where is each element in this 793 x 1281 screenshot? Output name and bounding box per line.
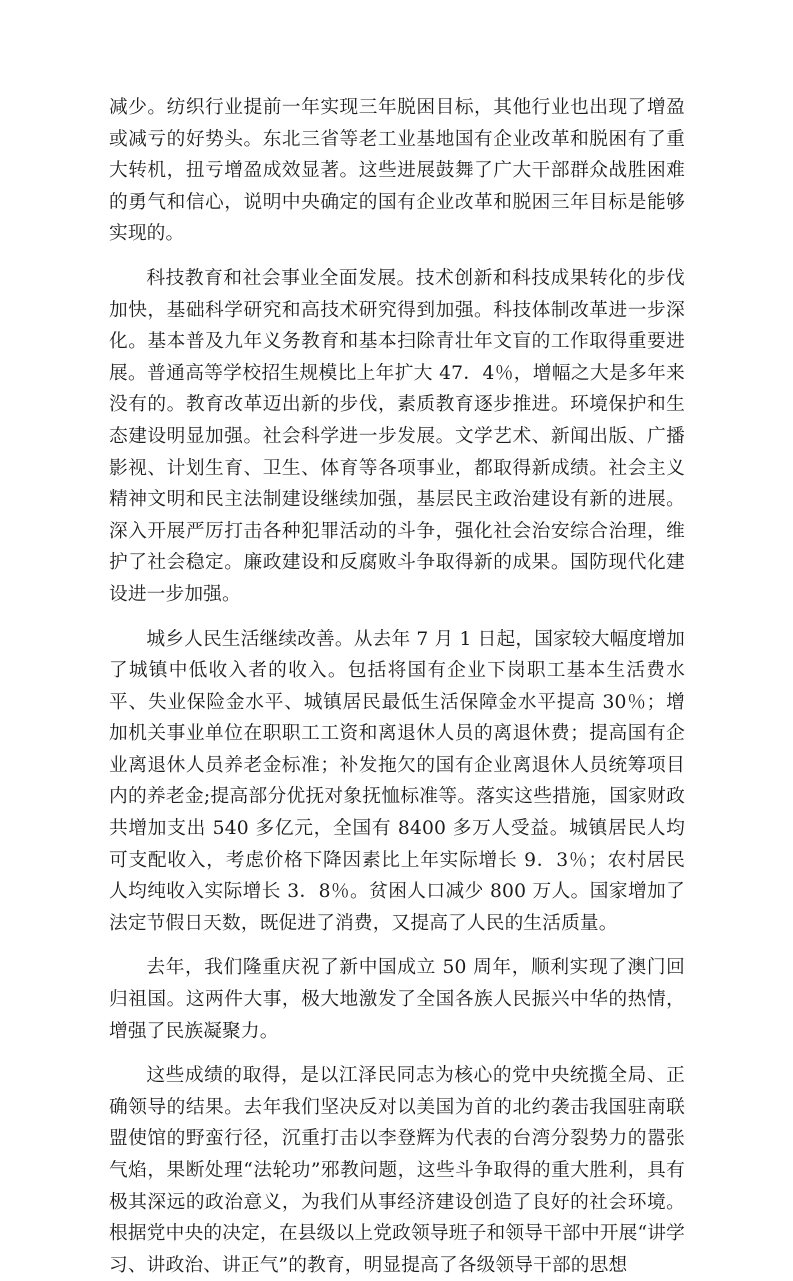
paragraph-4: 去年，我们隆重庆祝了新中国成立 50 周年，顺利实现了澳门回归祖国。这两件大事，极大地激发了全国各族人民振兴中华的热情，增强了民族凝聚力。	[109, 957, 685, 1042]
paragraph-3: 城乡人民生活继续改善。从去年 7 月 1 日起，国家较大幅度增加了城镇中低收入者的收入。包括将国有企业下岗职工基本生活费水平、失业保险金水平、城镇居民最低生活保障金水平提高 30％；增加机关事业单位在职职工工资和离退休人员的离退休费；提高国有企业离退休人员养老金标准；补发拖欠的国有企业离退休人员统筹项目内的养老金;提高部分优抚对象抚恤标准等。落实这些措施，国家财政共增加支出 540 多亿元，全国有 8400 多万人受益。城镇居民人均可支配收入，考虑价格下降因素比上年实际增长 9．3％；农村居民人均纯收入实际增长 3．8％。贫困人口减少 800 万人。国家增加了法定节假日天数，既促进了消费，又提高了人民的生活质量。	[109, 628, 685, 934]
paragraph-1: 减少。纺织行业提前一年实现三年脱困目标，其他行业也出现了增盈或减亏的好势头。东北三省等老工业基地国有企业改革和脱困有了重大转机，扭亏增盈成效显著。这些进展鼓舞了广大干部群众战胜困难的勇气和信心，说明中央确定的国有企业改革和脱困三年目标是能够实现的。	[109, 97, 685, 245]
paragraph-2: 科技教育和社会事业全面发展。技术创新和科技成果转化的步伐加快，基础科学研究和高技术研究得到加强。科技体制改革进一步深化。基本普及九年义务教育和基本扫除青壮年文盲的工作取得重要进展。普通高等学校招生规模比上年扩大 47．4％，增幅之大是多年来没有的。教育改革迈出新的步伐，素质教育逐步推进。环境保护和生态建设明显加强。社会科学进一步发展。文学艺术、新闻出版、广播影视、计划生育、卫生、体育等各项事业，都取得新成绩。社会主义精神文明和民主法制建设继续加强，基层民主政治建设有新的进展。深入开展严厉打击各种犯罪活动的斗争，强化社会治安综合治理，维护了社会稳定。廉政建设和反腐败斗争取得新的成果。国防现代化建设进一步加强。	[109, 267, 685, 605]
document-text-column	[109, 92, 685, 1281]
paragraph-5: 这些成绩的取得，是以江泽民同志为核心的党中央统揽全局、正确领导的结果。去年我们坚决反对以美国为首的北约袭击我国驻南联盟使馆的野蛮行径，沉重打击以李登辉为代表的台湾分裂势力的嚣张气焰，果断处理“法轮功”邪教问题，这些斗争取得的重大胜利，具有极其深远的政治意义，为我们从事经济建设创造了良好的社会环境。根据党中央的决定，在县级以上党政领导班子和领导干部中开展“讲学习、讲政治、讲正气”的教育，明显提高了各级领导干部的思想	[109, 1065, 685, 1276]
